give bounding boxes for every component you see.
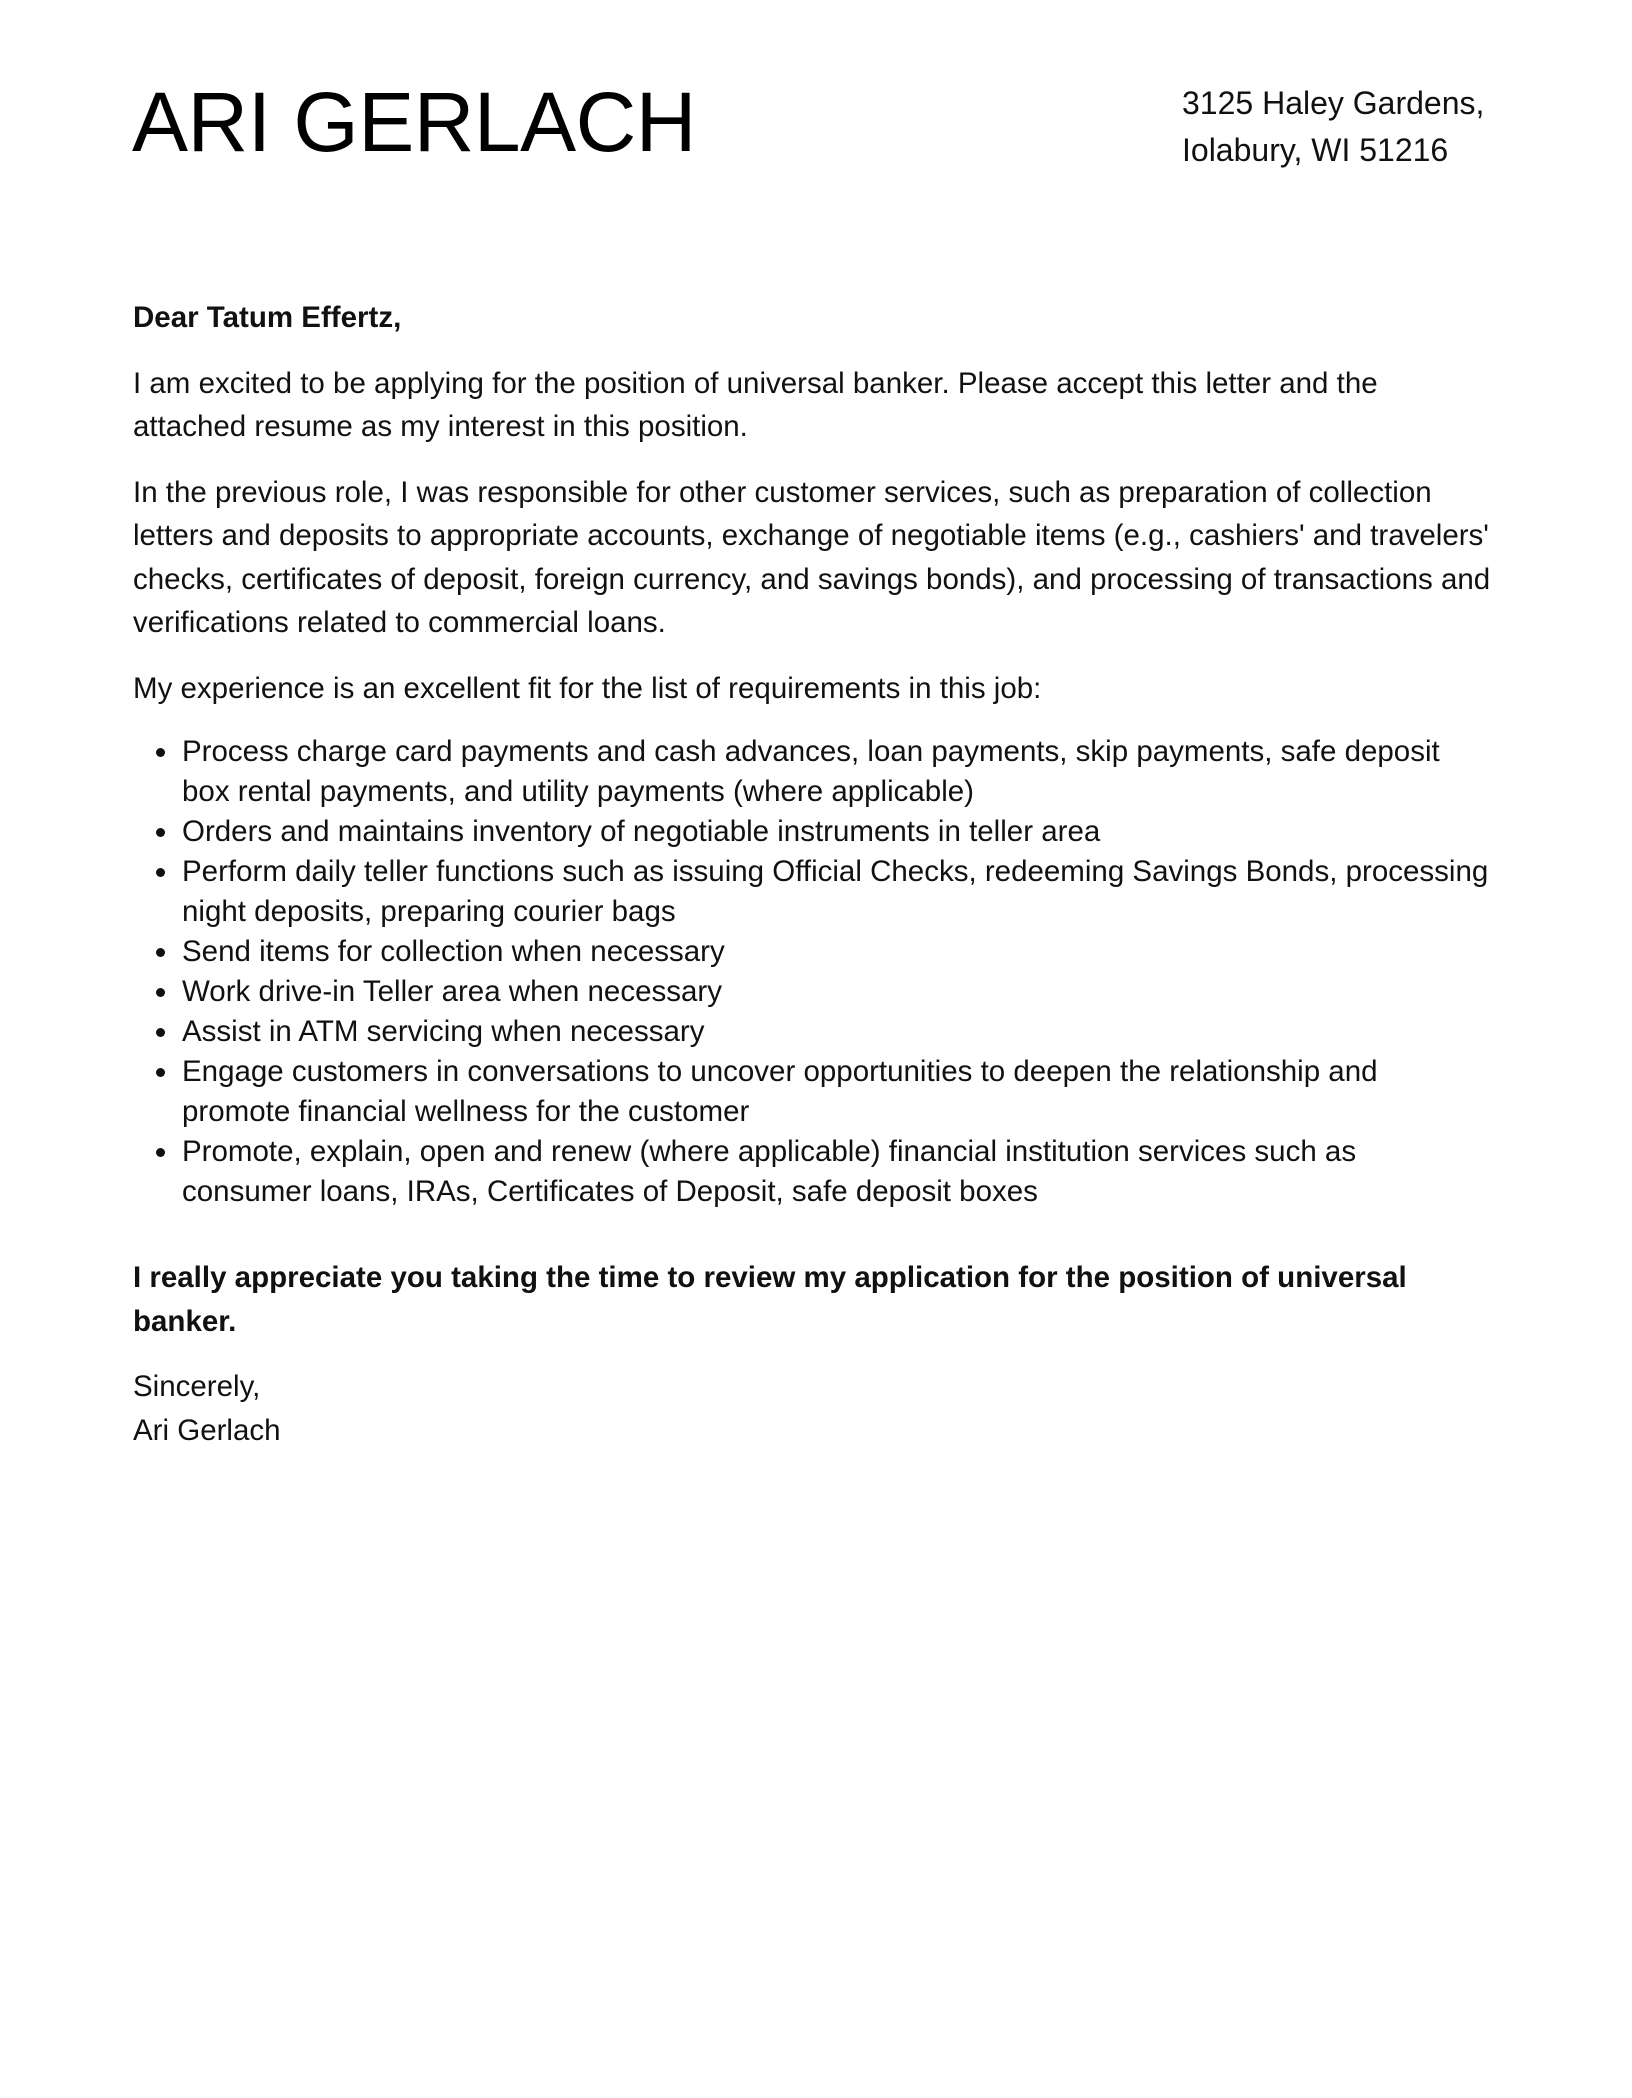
experience-paragraph: In the previous role, I was responsible for other customer services, such as preparation of collection letters and deposits to appropriate accounts, exchange of negotiable items (e.g., cashiers' and travelers' checks, certificates of deposit, foreign currency, and savings bonds), and processing of transactions and verifications related to commercial loans.: [133, 475, 1491, 639]
applicant-name-heading: ARI GERLACH: [132, 75, 696, 169]
requirement-item: • Promote, explain, open and renew (where applicable) financial institution services such as consumer loans, IRAs, Certificates of Deposit, safe deposit boxes: [180, 1132, 1493, 1212]
requirements-list: [133, 732, 1493, 1212]
address-line-2: Iolabury, WI 51216: [1182, 132, 1449, 168]
requirement-item: • Engage customers in conversations to uncover opportunities to deepen the relationship and promote financial wellness for the customer: [180, 1052, 1493, 1132]
requirement-item: • Process charge card payments and cash advances, loan payments, skip payments, safe deposit box rental payments, and utility payments (where applicable): [180, 732, 1493, 812]
signoff-text: Sincerely,: [133, 1370, 261, 1403]
closing-statement: I really appreciate you taking the time to review my application for the position of universal banker.: [133, 1261, 1407, 1338]
letter-body: [133, 296, 1493, 1452]
requirement-item: • Send items for collection when necessary: [180, 932, 1493, 972]
intro-paragraph: I am excited to be applying for the position of universal banker. Please accept this letter and the attached resume as my interest in this position.: [133, 366, 1378, 443]
applicant-address: [1182, 80, 1484, 174]
salutation: Dear Tatum Effertz,: [133, 301, 402, 334]
signature-name: Ari Gerlach: [133, 1413, 281, 1447]
address-line-1: 3125 Haley Gardens,: [1182, 85, 1485, 121]
requirement-item: • Work drive-in Teller area when necessary: [180, 972, 1493, 1012]
requirement-item: • Assist in ATM servicing when necessary: [180, 1012, 1493, 1052]
requirement-item: • Orders and maintains inventory of negotiable instruments in teller area: [180, 812, 1493, 852]
requirement-item: • Perform daily teller functions such as issuing Official Checks, redeeming Savings Bonds, processing night deposits, preparing courier bags: [180, 852, 1493, 932]
requirements-intro: My experience is an excellent fit for the list of requirements in this job:: [133, 671, 1042, 705]
signoff-block: [133, 1365, 1493, 1452]
